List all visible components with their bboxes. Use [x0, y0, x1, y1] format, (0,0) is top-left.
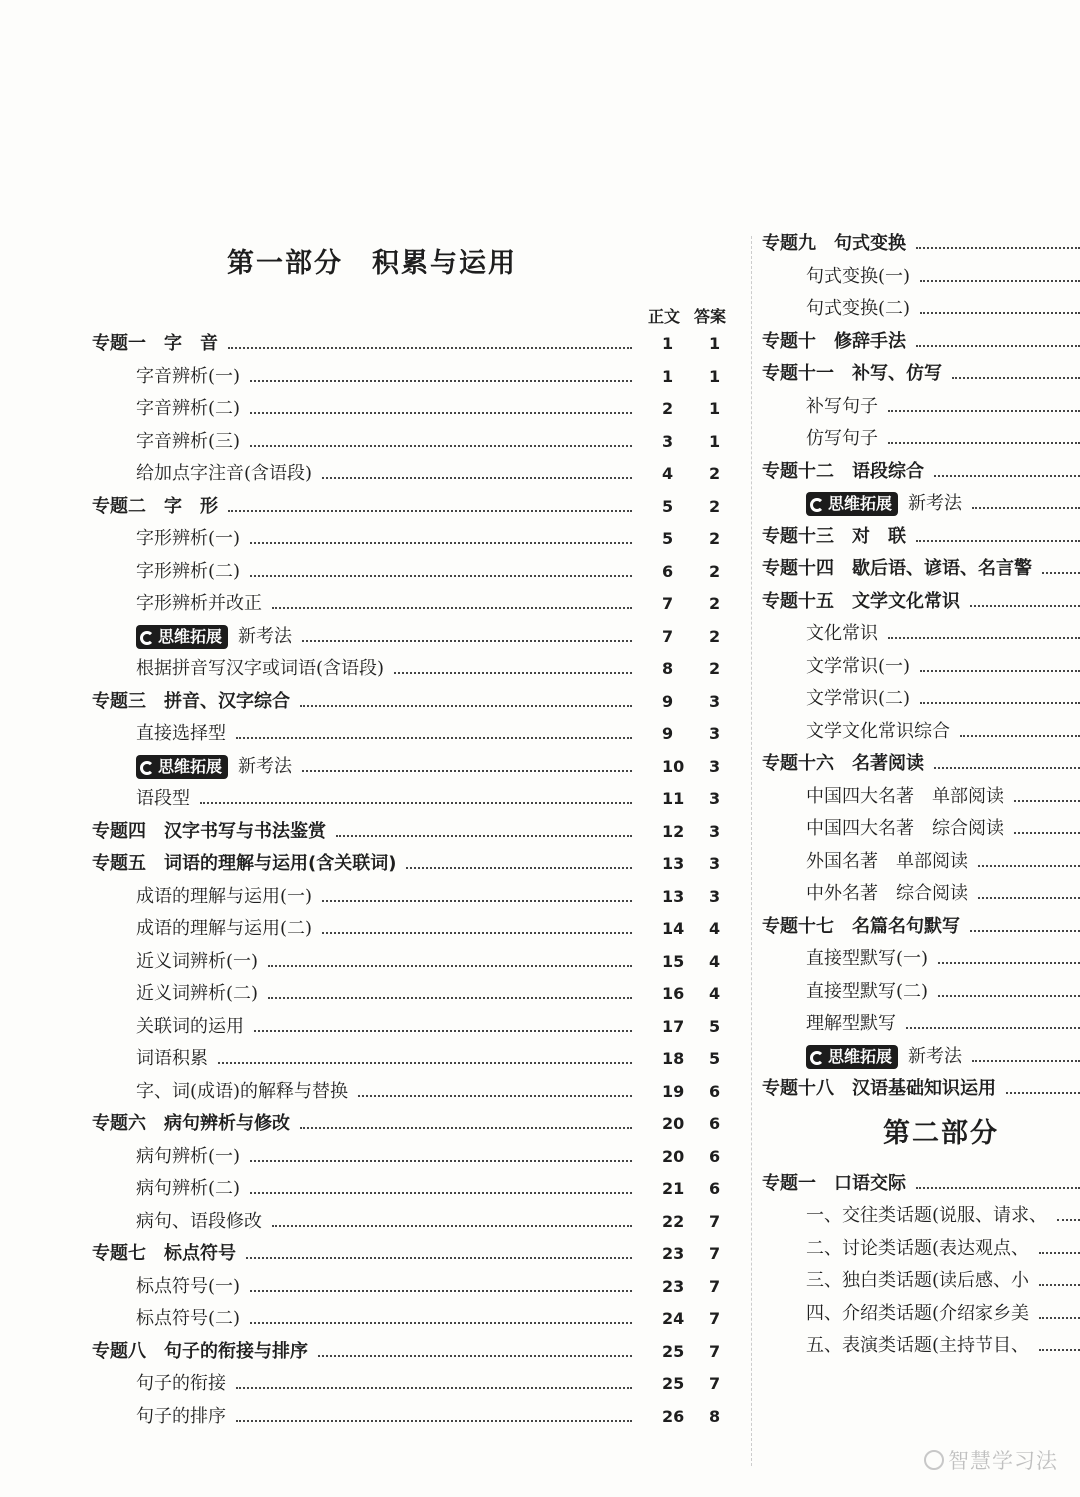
- toc-sub-row: [762, 683, 1080, 716]
- toc-entry-label: 专题九 句式变换: [762, 233, 906, 254]
- toc-entry-label: 字音辨析(三): [136, 430, 241, 452]
- page-zhengwen: 10: [662, 756, 685, 776]
- toc-sub-row: [92, 1011, 742, 1044]
- leader-dots: [250, 393, 632, 414]
- leader-dots: [228, 328, 632, 349]
- toc-entry-label: 句式变换(一): [806, 265, 911, 287]
- toc-entry-label: 直接型默写(一): [806, 948, 929, 969]
- toc-sub-row: [762, 1233, 1080, 1266]
- toc-entry-label: 标点符号(二): [136, 1308, 241, 1329]
- leader-dots: [920, 651, 1080, 672]
- toc-sub-row: [92, 1173, 742, 1206]
- page-daan: 3: [709, 821, 721, 841]
- toc-right-list: [762, 228, 1080, 1106]
- leader-dots: [250, 1271, 632, 1292]
- page-zhengwen: 18: [662, 1049, 685, 1068]
- leader-dots: [250, 523, 632, 544]
- page-zhengwen: 3: [662, 431, 674, 451]
- page-daan: 4: [709, 919, 721, 938]
- toc-entry-label: 仿写句子: [806, 428, 878, 449]
- page-daan: 2: [709, 561, 721, 581]
- page-daan: 7: [709, 1309, 721, 1328]
- leader-dots: [960, 716, 1080, 737]
- page-zhengwen: 13: [662, 886, 685, 906]
- toc-sub-row: [92, 393, 742, 426]
- toc-entry-label: 三、独白类话题(读后感、小: [806, 1270, 1030, 1291]
- leader-dots: [236, 718, 632, 739]
- watermark: [924, 1445, 1058, 1475]
- toc-sub-row: [92, 1303, 742, 1336]
- toc-entry-label: [136, 621, 292, 654]
- page-zhengwen: 4: [662, 464, 674, 483]
- toc-entry-label: 句式变换(二): [806, 298, 911, 319]
- leader-dots: [394, 653, 632, 674]
- toc-sub-row: [92, 426, 742, 459]
- leader-dots: [318, 1336, 632, 1357]
- toc-topic-row: [92, 328, 742, 361]
- badge-arrow-icon: [140, 631, 154, 645]
- toc-entry-label: 专题十一 补写、仿写: [762, 363, 942, 384]
- toc-sub-row: [762, 976, 1080, 1009]
- watermark-icon: [924, 1450, 944, 1470]
- page-daan: 1: [709, 366, 721, 386]
- leader-dots: [1014, 813, 1080, 834]
- leader-dots: [888, 618, 1080, 639]
- toc-sub-row: [762, 423, 1080, 456]
- toc-sub-row: [92, 1271, 742, 1304]
- leader-dots: [246, 1238, 632, 1259]
- leader-dots: [1039, 1265, 1080, 1286]
- toc-entry-label: 病句、语段修改: [136, 1210, 262, 1232]
- leader-dots: [920, 683, 1080, 704]
- toc-entry-label: 专题十二 语段综合: [762, 460, 924, 482]
- toc-entry-label: 字、词(成语)的解释与替换: [136, 1080, 349, 1102]
- toc-entry-label: 关联词的运用: [136, 1015, 244, 1037]
- page-daan: 2: [709, 496, 721, 516]
- page-zhengwen: 24: [662, 1309, 685, 1328]
- toc-entry-label: 标点符号(一): [136, 1275, 241, 1297]
- thinking-extension-badge: [136, 755, 228, 779]
- leader-dots: [200, 783, 632, 804]
- page-zhengwen: 12: [662, 821, 685, 841]
- leader-dots: [228, 491, 632, 512]
- page-daan: 2: [709, 464, 721, 483]
- leader-dots: [272, 1206, 632, 1227]
- toc-sub-row: [92, 978, 742, 1011]
- toc-sub-row: [92, 881, 742, 914]
- page-daan: 2: [709, 626, 721, 646]
- leader-dots: [250, 1303, 632, 1324]
- page-zhengwen: 9: [662, 691, 674, 711]
- leader-dots: [358, 1076, 632, 1097]
- toc-topic-row: [92, 816, 742, 849]
- toc-topic-row: [762, 228, 1080, 261]
- leader-dots: [1042, 553, 1080, 574]
- badge-text: 思维拓展: [158, 626, 223, 646]
- page-daan: 7: [709, 1341, 721, 1361]
- toc-entry-label: 专题二 字 形: [92, 495, 218, 517]
- badge-arrow-icon: [810, 1051, 824, 1065]
- toc-sub-row: [762, 651, 1080, 684]
- leader-dots: [916, 1168, 1080, 1189]
- toc-sub-row: [762, 781, 1080, 814]
- toc-entry-label: 专题十 修辞手法: [762, 330, 906, 352]
- page-zhengwen: 14: [662, 919, 685, 938]
- toc-entry-label: 文学常识(二): [806, 688, 911, 709]
- page-daan: 7: [709, 1211, 721, 1231]
- page-zhengwen: 23: [662, 1276, 685, 1296]
- leader-dots: [972, 1041, 1080, 1062]
- leader-dots: [934, 456, 1080, 477]
- toc-entry-label: 补写句子: [806, 395, 878, 417]
- toc-left-list: [92, 328, 742, 1433]
- leader-dots: [250, 1173, 632, 1194]
- toc-entry-label: 专题十八 汉语基础知识运用: [762, 1078, 996, 1099]
- page-daan: 7: [709, 1276, 721, 1296]
- leader-dots: [322, 913, 632, 934]
- toc-entry-label: 中外名著 综合阅读: [806, 883, 968, 904]
- toc-entry-label: 病句辨析(一): [136, 1145, 241, 1167]
- badge-text: 思维拓展: [828, 494, 893, 513]
- col-header-daan: 答案: [694, 307, 727, 326]
- toc-sub-row: [92, 523, 742, 556]
- toc-entry-label: 文学文化常识综合: [806, 720, 950, 742]
- badge-label: 新考法: [908, 493, 963, 514]
- page-zhengwen: 9: [662, 724, 674, 743]
- page-zhengwen: 26: [662, 1406, 685, 1426]
- page-daan: 3: [709, 789, 721, 808]
- part-two-title: 第二部分: [883, 1117, 999, 1149]
- toc-entry-label: 字音辨析(二): [136, 398, 241, 419]
- page-daan: 2: [709, 529, 721, 548]
- toc-entry-label: 文化常识: [806, 623, 878, 644]
- page-daan: 1: [709, 334, 721, 353]
- page-daan: 3: [709, 756, 721, 776]
- toc-entry-label: 专题十四 歇后语、谚语、名言警: [762, 558, 1032, 579]
- badge-label: 新考法: [908, 1045, 963, 1067]
- toc-entry-label: 专题十六 名著阅读: [762, 753, 924, 774]
- toc-entry-label: 语段型: [136, 788, 190, 809]
- page-zhengwen: 1: [662, 366, 674, 386]
- thinking-extension-badge: [806, 1045, 898, 1069]
- leader-dots: [1039, 1233, 1080, 1254]
- col-header-zhengwen: 正文: [648, 307, 681, 326]
- page-zhengwen: 1: [662, 334, 674, 353]
- leader-dots: [302, 751, 632, 772]
- leader-dots: [972, 488, 1080, 509]
- toc-sub-row: [92, 361, 742, 394]
- leader-dots: [938, 943, 1080, 964]
- page-zhengwen: 2: [662, 399, 674, 418]
- toc-sub-row: [92, 1368, 742, 1401]
- toc-badge-row: [92, 751, 742, 784]
- toc-sub-row: [762, 261, 1080, 294]
- toc-entry-label: 直接选择型: [136, 723, 226, 744]
- page-zhengwen: 23: [662, 1244, 685, 1263]
- page-zhengwen: 7: [662, 626, 674, 646]
- leader-dots: [336, 816, 632, 837]
- toc-topic-row: [762, 521, 1080, 554]
- leader-dots: [300, 686, 632, 707]
- leader-dots: [888, 423, 1080, 444]
- toc-entry-label: 成语的理解与运用(二): [136, 918, 313, 939]
- page-zhengwen: 5: [662, 496, 674, 516]
- toc-topic-row: [762, 553, 1080, 586]
- page-zhengwen: 17: [662, 1016, 685, 1036]
- leader-dots: [300, 1108, 632, 1129]
- page-daan: 2: [709, 594, 721, 613]
- badge-text: 思维拓展: [828, 1046, 893, 1066]
- toc-entry-label: 根据拼音写汉字或词语(含语段): [136, 658, 385, 679]
- toc-entry-label: 句子的排序: [136, 1405, 226, 1427]
- thinking-extension-badge: [136, 625, 228, 649]
- toc-badge-row: [762, 488, 1080, 521]
- toc-sub-row: [762, 878, 1080, 911]
- leader-dots: [322, 881, 632, 902]
- toc-entry-label: 专题五 词语的理解与运用(含关联词): [92, 853, 397, 874]
- toc-sub-row: [92, 1401, 742, 1434]
- toc-entry-label: 外国名著 单部阅读: [806, 850, 968, 872]
- leader-dots: [250, 426, 632, 447]
- toc-topic-row: [762, 911, 1080, 944]
- leader-dots: [916, 521, 1080, 542]
- badge-label: 新考法: [238, 625, 293, 647]
- toc-sub-row: [92, 783, 742, 816]
- leader-dots: [952, 358, 1080, 379]
- page-daan: 8: [709, 1406, 721, 1426]
- toc-entry-label: 专题四 汉字书写与书法鉴赏: [92, 820, 326, 842]
- toc-topic-row: [762, 586, 1080, 619]
- toc-sub-row: [92, 653, 742, 686]
- leader-dots: [938, 976, 1080, 997]
- toc-badge-row: [92, 621, 742, 654]
- toc-sub-row: [762, 1265, 1080, 1298]
- toc-entry-label: 字形辨析(一): [136, 528, 241, 549]
- toc-sub-row: [92, 588, 742, 621]
- page-zhengwen: 19: [662, 1081, 685, 1101]
- leader-dots: [978, 878, 1080, 899]
- page-zhengwen: 16: [662, 984, 685, 1003]
- page-zhengwen: 25: [662, 1341, 685, 1361]
- leader-dots: [934, 748, 1080, 769]
- toc-sub-row: [762, 943, 1080, 976]
- leader-dots: [254, 1011, 632, 1032]
- leader-dots: [920, 293, 1080, 314]
- toc-sub-row: [92, 1141, 742, 1174]
- page-daan: 4: [709, 984, 721, 1003]
- toc-entry-label: 专题十三 对 联: [762, 525, 906, 547]
- toc-topic-row: [92, 686, 742, 719]
- leader-dots: [302, 621, 632, 642]
- page-daan: 6: [709, 1114, 721, 1133]
- toc-entry-label: [806, 488, 962, 521]
- toc-topic-row: [92, 848, 742, 881]
- badge-arrow-icon: [140, 761, 154, 775]
- page-daan: 4: [709, 951, 721, 971]
- toc-sub-row: [92, 556, 742, 589]
- page-daan: 5: [709, 1049, 721, 1068]
- leader-dots: [916, 326, 1080, 347]
- leader-dots: [236, 1368, 632, 1389]
- leader-dots: [236, 1401, 632, 1422]
- toc-entry-label: 给加点字注音(含语段): [136, 463, 313, 484]
- toc-topic-row: [762, 1073, 1080, 1106]
- toc-entry-label: 中国四大名著 单部阅读: [806, 785, 1004, 807]
- toc-entry-label: 近义词辨析(二): [136, 983, 259, 1004]
- toc-sub-row: [762, 618, 1080, 651]
- toc-topic-row: [762, 456, 1080, 489]
- leader-dots: [406, 848, 632, 869]
- toc-topic-row: [762, 748, 1080, 781]
- page-zhengwen: 20: [662, 1146, 685, 1166]
- toc-topic-row: [762, 326, 1080, 359]
- leader-dots: [970, 586, 1080, 607]
- toc-entry-label: 病句辨析(二): [136, 1178, 241, 1199]
- leader-dots: [920, 261, 1080, 282]
- page-daan: 1: [709, 399, 721, 418]
- toc-entry-label: 直接型默写(二): [806, 980, 929, 1002]
- leader-dots: [978, 846, 1080, 867]
- page-zhengwen: 20: [662, 1114, 685, 1133]
- leader-dots: [1006, 1073, 1080, 1094]
- page-zhengwen: 8: [662, 659, 674, 678]
- page-daan: 3: [709, 691, 721, 711]
- page-zhengwen: 25: [662, 1374, 685, 1393]
- leader-dots: [1039, 1330, 1080, 1351]
- page-daan: 3: [709, 724, 721, 743]
- toc-entry-label: 专题十七 名篇名句默写: [762, 915, 960, 937]
- toc-sub-row: [92, 946, 742, 979]
- toc-entry-label: 字音辨析(一): [136, 365, 241, 387]
- leader-dots: [322, 458, 632, 479]
- toc-entry-label: 四、介绍类话题(介绍家乡美: [806, 1302, 1030, 1324]
- badge-arrow-icon: [810, 498, 824, 512]
- toc-sub-row: [92, 1076, 742, 1109]
- left-column: [92, 244, 742, 1433]
- page-zhengwen: 6: [662, 561, 674, 581]
- leader-dots: [250, 361, 632, 382]
- page-daan: 2: [709, 659, 721, 678]
- leader-dots: [970, 911, 1080, 932]
- toc-entry-label: 专题一 口语交际: [762, 1172, 906, 1194]
- part-one-title: 第一部分 积累与运用: [227, 248, 517, 279]
- toc-topic-row: [92, 1108, 742, 1141]
- right-column: [762, 228, 1080, 1478]
- toc-entry-label: 专题三 拼音、汉字综合: [92, 690, 290, 712]
- toc-sub-row: [762, 1008, 1080, 1041]
- watermark-text: 智慧学习法: [948, 1449, 1058, 1473]
- toc-sub-row: [762, 1200, 1080, 1233]
- toc-entry-label: 专题六 病句辨析与修改: [92, 1113, 290, 1134]
- toc-badge-row: [762, 1041, 1080, 1074]
- toc-entry-label: 文学常识(一): [806, 655, 911, 677]
- toc-entry-label: 词语积累: [136, 1048, 208, 1069]
- toc-entry-label: 字形辨析(二): [136, 560, 241, 582]
- column-divider: [751, 236, 752, 1466]
- toc-sub-row: [762, 846, 1080, 879]
- toc-entry-label: 专题七 标点符号: [92, 1243, 236, 1264]
- leader-dots: [916, 228, 1080, 249]
- toc-entry-label: 近义词辨析(一): [136, 950, 259, 972]
- toc-entry-label: 五、表演类话题(主持节目、: [806, 1335, 1030, 1356]
- thinking-extension-badge: [806, 492, 898, 516]
- page-daan: 7: [709, 1374, 721, 1393]
- page-zhengwen: 7: [662, 594, 674, 613]
- leader-dots: [1039, 1298, 1080, 1319]
- column-headers: [92, 284, 742, 328]
- page-daan: 3: [709, 854, 721, 873]
- toc-entry-label: 专题十五 文学文化常识: [762, 590, 960, 612]
- badge-text: 思维拓展: [158, 756, 223, 776]
- toc-sub-row: [92, 913, 742, 946]
- toc-entry-label: 成语的理解与运用(一): [136, 885, 313, 907]
- leader-dots: [888, 391, 1080, 412]
- toc-sub-row: [762, 1330, 1080, 1363]
- leader-dots: [1014, 781, 1080, 802]
- leader-dots: [272, 588, 632, 609]
- toc-sub-row: [762, 813, 1080, 846]
- toc-entry-label: 专题一 字 音: [92, 333, 218, 354]
- badge-label: 新考法: [238, 755, 293, 777]
- page-daan: 3: [709, 886, 721, 906]
- toc-entry-label: [136, 751, 292, 784]
- toc-entry-label: 字形辨析并改正: [136, 593, 262, 614]
- leader-dots: [250, 1141, 632, 1162]
- toc-entry-label: [806, 1041, 962, 1074]
- toc-entry-label: 理解型默写: [806, 1013, 896, 1034]
- toc-sub-row: [92, 718, 742, 751]
- toc-sub-row: [92, 1206, 742, 1239]
- leader-dots: [268, 978, 632, 999]
- page-zhengwen: 5: [662, 529, 674, 548]
- page-daan: 5: [709, 1016, 721, 1036]
- toc-entry-label: 二、讨论类话题(表达观点、: [806, 1237, 1030, 1259]
- toc-topic-row: [92, 1238, 742, 1271]
- toc-entry-label: 一、交往类话题(说服、请求、: [806, 1205, 1048, 1226]
- toc-right-list-part-two: [762, 1168, 1080, 1363]
- toc-topic-row: [762, 1168, 1080, 1201]
- leader-dots: [268, 946, 632, 967]
- toc-topic-row: [92, 1336, 742, 1369]
- toc-sub-row: [92, 1043, 742, 1076]
- toc-sub-row: [762, 1298, 1080, 1331]
- page-zhengwen: 22: [662, 1211, 685, 1231]
- page-daan: 7: [709, 1244, 721, 1263]
- page-daan: 6: [709, 1146, 721, 1166]
- page-zhengwen: 15: [662, 951, 685, 971]
- toc-topic-row: [92, 491, 742, 524]
- toc-entry-label: 专题八 句子的衔接与排序: [92, 1340, 308, 1362]
- page-daan: 1: [709, 431, 721, 451]
- page-zhengwen: 11: [662, 789, 685, 808]
- toc-sub-row: [92, 458, 742, 491]
- leader-dots: [906, 1008, 1080, 1029]
- toc-sub-row: [762, 293, 1080, 326]
- leader-dots: [218, 1043, 632, 1064]
- page-zhengwen: 13: [662, 854, 685, 873]
- page-daan: 6: [709, 1179, 721, 1198]
- toc-topic-row: [762, 358, 1080, 391]
- page-zhengwen: 21: [662, 1179, 685, 1198]
- toc-entry-label: 句子的衔接: [136, 1373, 226, 1394]
- leader-dots: [1057, 1200, 1080, 1221]
- toc-sub-row: [762, 391, 1080, 424]
- toc-entry-label: 中国四大名著 综合阅读: [806, 818, 1004, 839]
- leader-dots: [250, 556, 632, 577]
- toc-sub-row: [762, 716, 1080, 749]
- page-daan: 6: [709, 1081, 721, 1101]
